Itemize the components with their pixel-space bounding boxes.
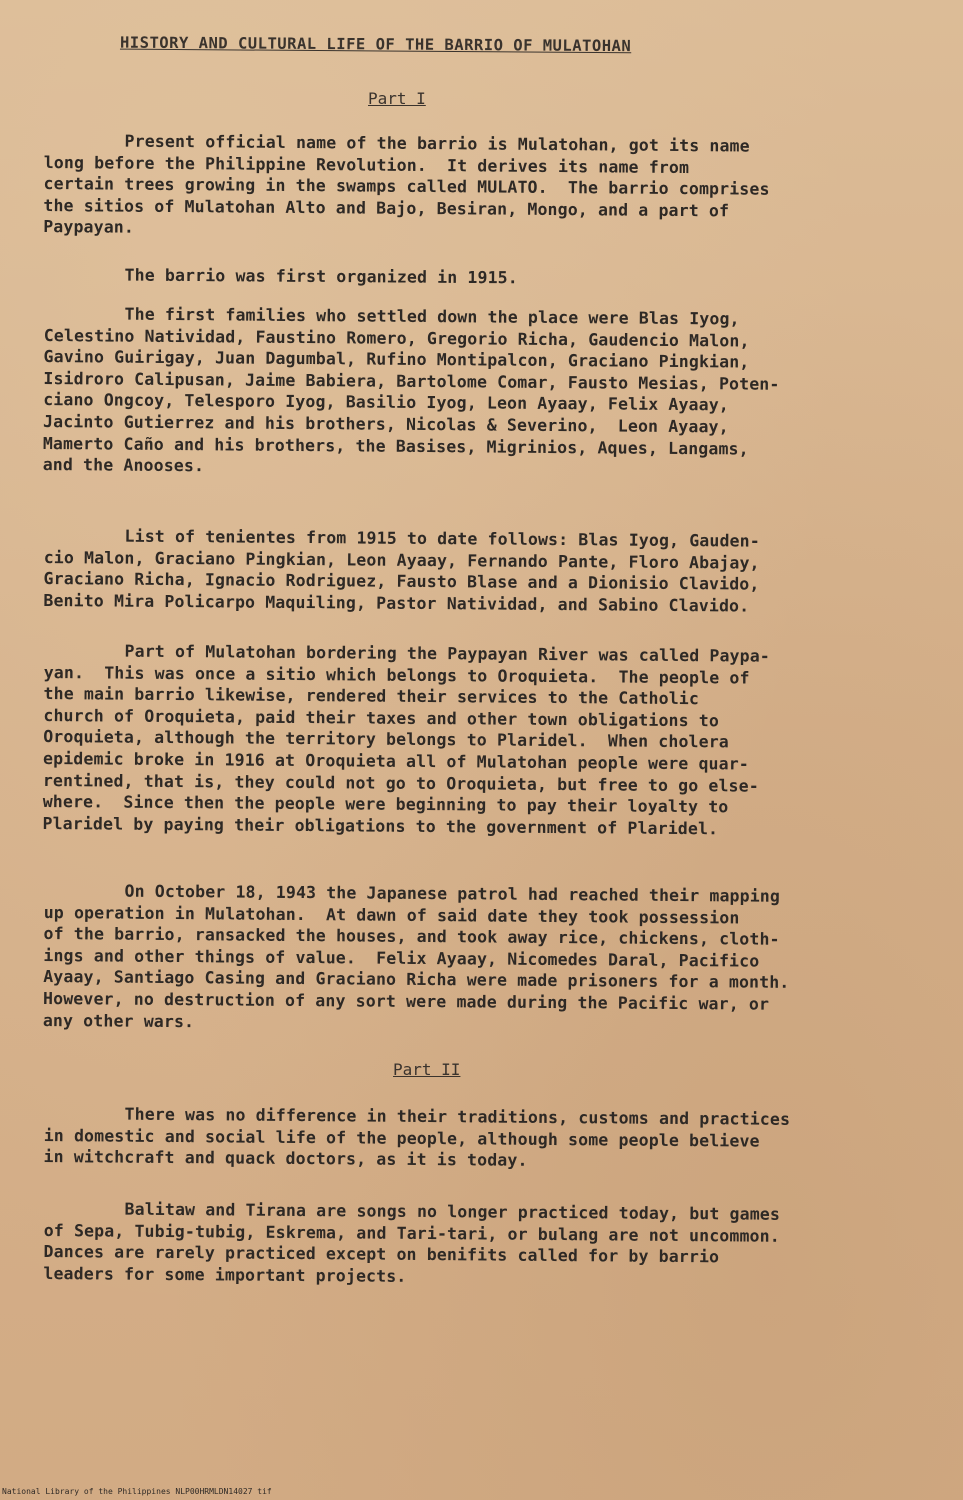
text-line: the sitios of Mulatohan Alto and Bajo, Besiran, Mongo, and a part of [43, 195, 730, 221]
text-line: On October 18, 1943 the Japanese patrol had reached their mapping [43, 880, 781, 906]
text-line: and the Anooses. [42, 455, 205, 476]
text-line: epidemic broke in 1916 at Oroquieta all of Mulatohan people were quar- [42, 748, 749, 774]
text-line: of Sepa, Tubig-tubig, Eskrema, and Tari-tari, or bulang are not uncommon. [43, 1220, 780, 1246]
text-line: However, no destruction of any sort were made during the Pacific war, or [42, 988, 770, 1014]
text-line: any other wars. [42, 1010, 195, 1031]
text-line: Oroquieta, although the territory belongs to Plaridel. When cholera [43, 727, 729, 752]
paragraph [43, 130, 934, 245]
text-line: in domestic and social life of the people, although some people believe [43, 1125, 760, 1151]
text-line: The barrio was first organized in 1915. [43, 264, 518, 288]
paragraph [43, 525, 934, 618]
text-line: in witchcraft and quack doctors, as it is today. [43, 1147, 528, 1170]
text-line: Ayaay, Santiago Casing and Graciano Richa were made prisoners for a month. [43, 967, 790, 993]
scan-footer: National Library of the Philippines NLP00HRMLDN14027 tif [2, 1487, 272, 1496]
paragraph [44, 264, 934, 292]
text-line: Paypayan. [43, 217, 135, 238]
text-line: There was no difference in their traditions, customs and practices [43, 1104, 791, 1129]
text-line: up operation in Mulatohan. At dawn of said date they took possession [43, 902, 740, 928]
text-line: Plaridel by paying their obligations to the government of Plaridel. [42, 813, 719, 839]
text-line: certain trees growing in the swamps called MULATO. The barrio comprises [43, 174, 770, 199]
paragraph [43, 880, 934, 1038]
part-1-title: Part I [368, 89, 426, 108]
text-line: ings and other things of value. Felix Ayaay, Nicomedes Daral, Pacifico [43, 945, 760, 971]
text-line: rentined, that is, they could not go to Oroquieta, but free to go else- [42, 770, 759, 796]
text-line: church of Oroquieta, paid their taxes and other town obligations to [43, 705, 720, 731]
paragraph [43, 1103, 933, 1175]
text-line: Balitaw and Tirana are songs no longer practiced today, but games [43, 1199, 781, 1224]
document-title: HISTORY AND CULTURAL LIFE OF THE BARRIO OF MULATOHAN [119, 33, 632, 56]
text-line: ciano Ongcoy, Telesporo Iyog, Basilio Iyog, Leon Ayaay, Felix Ayaay, [43, 390, 729, 415]
text-line: leaders for some important projects. [43, 1263, 407, 1286]
text-line: long before the Philippine Revolution. It derives its name from [43, 152, 690, 177]
text-line: Graciano Richa, Ignacio Rodriguez, Fausto Blase and a Dionisio Clavido, [43, 569, 760, 594]
text-line: Mamerto Caño and his brothers, the Basises, Migrinios, Aques, Langams, [42, 433, 749, 459]
text-line: Present official name of the barrio is Mulatohan, got its name [43, 130, 750, 156]
text-line: List of tenientes from 1915 to date follows: Blas Iyog, Gauden- [43, 525, 760, 551]
text-line: cio Malon, Graciano Pingkian, Leon Ayaay, Fernando Pante, Floro Abajay, [43, 547, 760, 573]
text-line: the main barrio likewise, rendered their services to the Catholic [43, 684, 700, 709]
text-line: Benito Mira Policarpo Maquiling, Pastor Natividad, and Sabino Clavido. [43, 590, 750, 616]
text-line: where. Since then the people were beginning to pay their loyalty to [42, 792, 729, 817]
text-line: Celestino Natividad, Faustino Romero, Gregorio Richa, Gaudencio Malon, [43, 325, 750, 351]
text-line: Gavino Guirigay, Juan Dagumbal, Rufino Montipalcon, Graciano Pingkian, [43, 347, 750, 372]
text-line: of the barrio, ransacked the houses, and took away rice, chickens, cloth- [43, 924, 780, 949]
part-2-title: Part II [393, 1060, 461, 1079]
text-line: The first families who settled down the place were Blas Iyog, [43, 303, 740, 329]
text-line: yan. This was once a sitio which belongs to Oroquieta. The people of [43, 662, 750, 688]
paragraph [43, 303, 934, 483]
text-line: Jacinto Gutierrez and his brothers, Nicolas & Severino, Leon Ayaay, [42, 411, 729, 437]
text-line: Isidroro Calipusan, Jaime Babiera, Bartolome Comar, Fausto Mesias, Poten- [43, 368, 780, 394]
paragraph [42, 640, 933, 841]
paragraph [43, 1198, 934, 1291]
text-line: Dances are rarely practiced except on benifits called for by barrio [43, 1242, 720, 1267]
text-line: Part of Mulatohan bordering the Paypayan River was called Paypa- [43, 640, 771, 666]
